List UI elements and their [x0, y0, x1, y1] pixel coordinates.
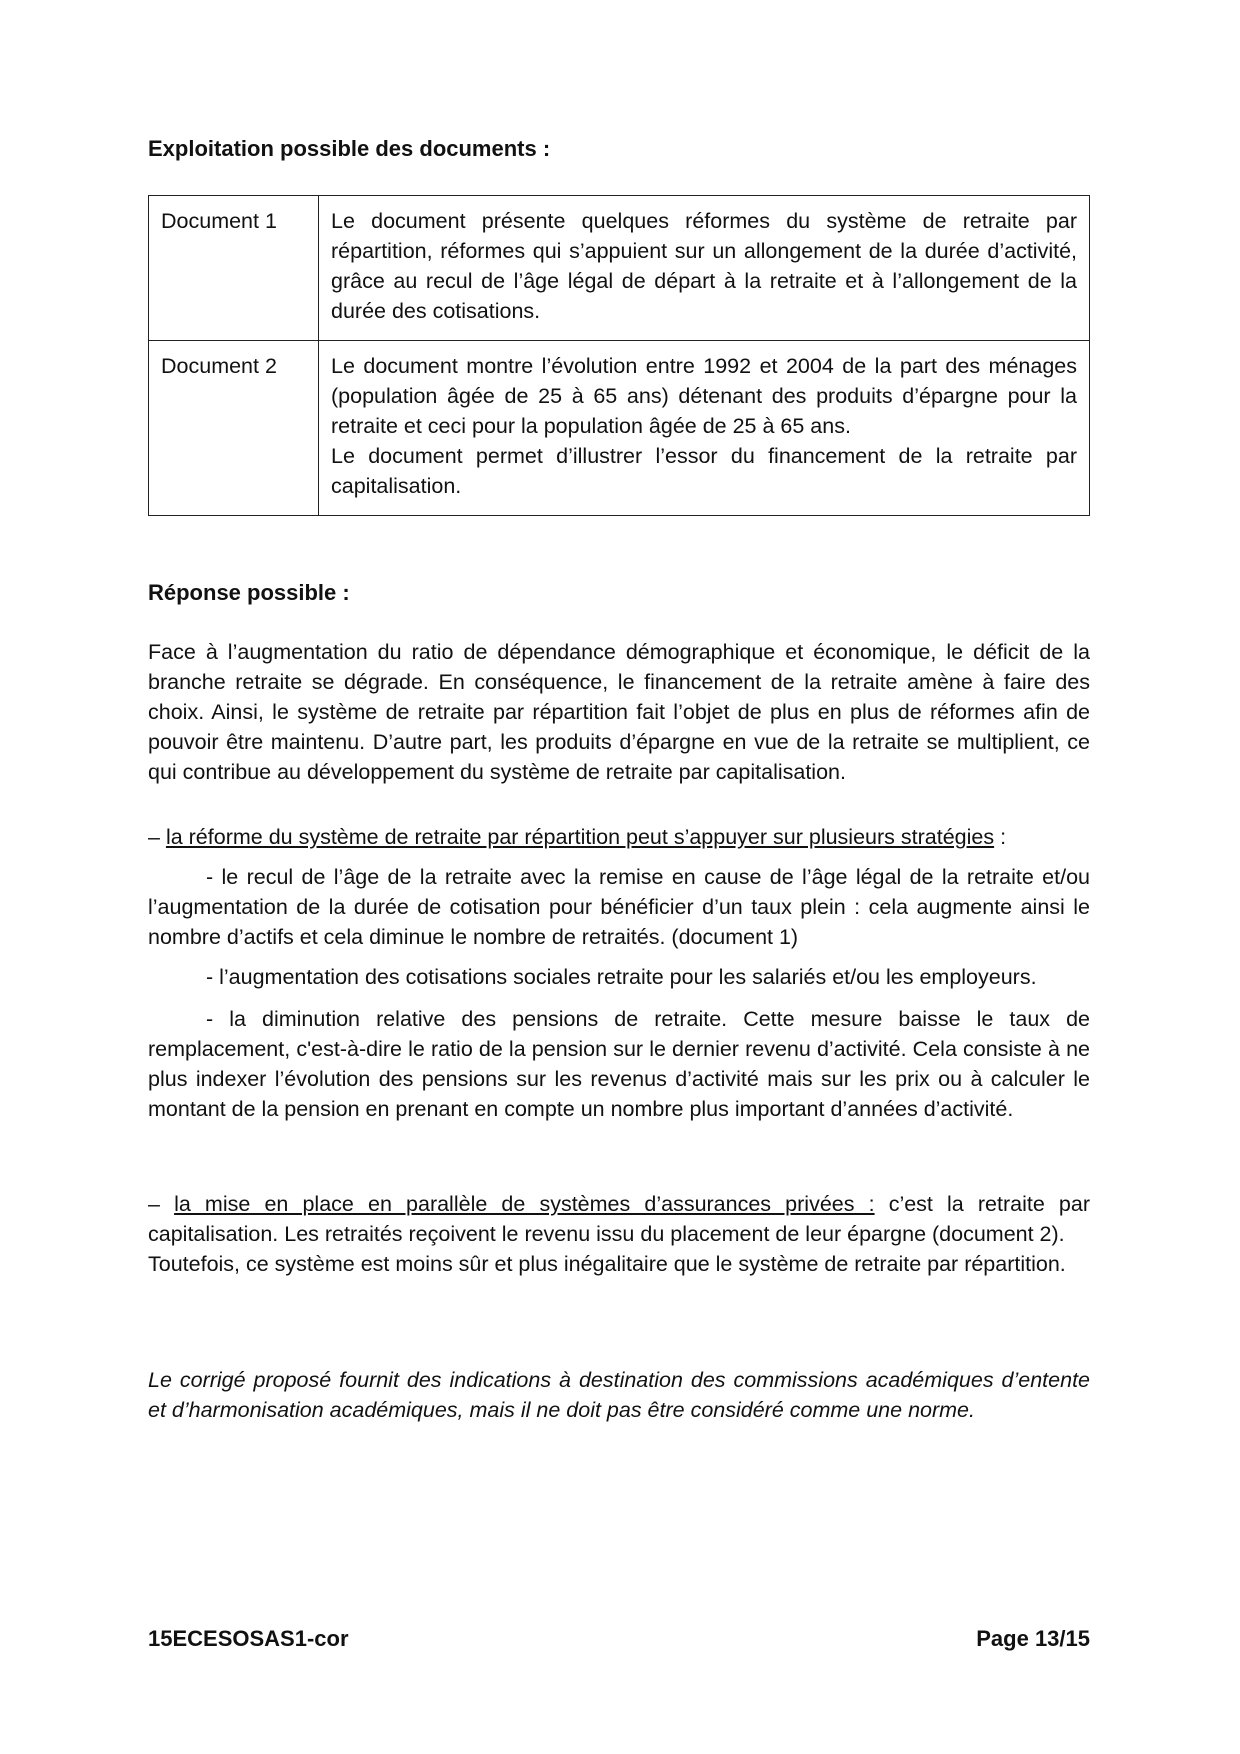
exploitation-heading: Exploitation possible des documents :	[148, 136, 551, 161]
list-item: - l’augmentation des cotisations sociales retraite pour les salariés et/ou les employeurs.	[206, 965, 1037, 989]
section1-title	[148, 822, 1090, 852]
reponse-heading: Réponse possible :	[148, 580, 350, 605]
page-number: Page 13/15	[976, 1626, 1090, 1651]
section2-paragraph	[148, 1189, 1090, 1279]
description-paragraph: Le document montre l’évolution entre 1992 et 2004 de la part des ménages (population âgée de 25 à 65 ans) détenant des produits d’épargne pour la retraite et ceci pour la population âgée de 25 à 65 ans.	[331, 354, 1077, 438]
table-row	[149, 341, 1090, 516]
documents-table	[148, 195, 1090, 516]
footer-code: 15ECESOSAS1-cor	[148, 1626, 349, 1651]
list-item: - la diminution relative des pensions de retraite. Cette mesure baisse le taux de remplacement, c'est-à-dire le ratio de la pension sur le dernier revenu d’activité. Cela consiste à ne plus indexer l’évolution des pensions sur les revenus d’activité mais sur les prix ou à calculer le montant de la pension en prenant en compte un nombre plus important d’années d’activité.	[148, 1007, 1090, 1121]
description-paragraph: Le document permet d’illustrer l’essor du financement de la retraite par capitalisation.	[331, 444, 1077, 498]
section1-title-suffix: :	[994, 825, 1007, 849]
section2-rest: c’est la retraite par capitalisation. Les retraités reçoivent le revenu issu du placement de leur épargne (document 2).	[148, 1192, 1090, 1246]
section2-line2: Toutefois, ce système est moins sûr et plus inégalitaire que le système de retraite par répartition.	[148, 1252, 1066, 1276]
list-item: - le recul de l’âge de la retraite avec la remise en cause de l’âge légal de la retraite et/ou l’augmentation de la durée de cotisation pour bénéficier d’un taux plein : cela augmente ainsi le nombre d’actifs et cela diminue le nombre de retraités. (document 1)	[148, 865, 1090, 949]
document-label: Document 2	[149, 341, 319, 516]
intro-paragraph: Face à l’augmentation du ratio de dépendance démographique et économique, le déficit de la branche retraite se dégrade. En conséquence, le financement de la retraite amène à faire des choix. Ainsi, le système de retraite par répartition fait l’objet de plus en plus de réformes afin de pouvoir être maintenu. D’autre part, les produits d’épargne en vue de la retraite se multiplient, ce qui contribue au développement du système de retraite par capitalisation.	[148, 640, 1090, 784]
dash: –	[148, 825, 166, 849]
document-description	[319, 196, 1090, 341]
corrige-note: Le corrigé proposé fournit des indications à destination des commissions académiques d’entente et d’harmonisation académiques, mais il ne doit pas être considéré comme une norme.	[148, 1368, 1090, 1422]
description-paragraph: Le document présente quelques réformes du système de retraite par répartition, réformes qui s’appuient sur un allongement de la durée d’activité, grâce au recul de l’âge légal de départ à la retraite et à l’allongement de la durée des cotisations.	[331, 209, 1077, 323]
table-row	[149, 196, 1090, 341]
dash: –	[148, 1192, 175, 1216]
section1-title-text: la réforme du système de retraite par répartition peut s’appuyer sur plusieurs stratégies	[165, 825, 995, 849]
section2-title-text: la mise en place en parallèle de systèmes d’assurances privées :	[174, 1192, 875, 1216]
document-description	[319, 341, 1090, 516]
document-label: Document 1	[149, 196, 319, 341]
